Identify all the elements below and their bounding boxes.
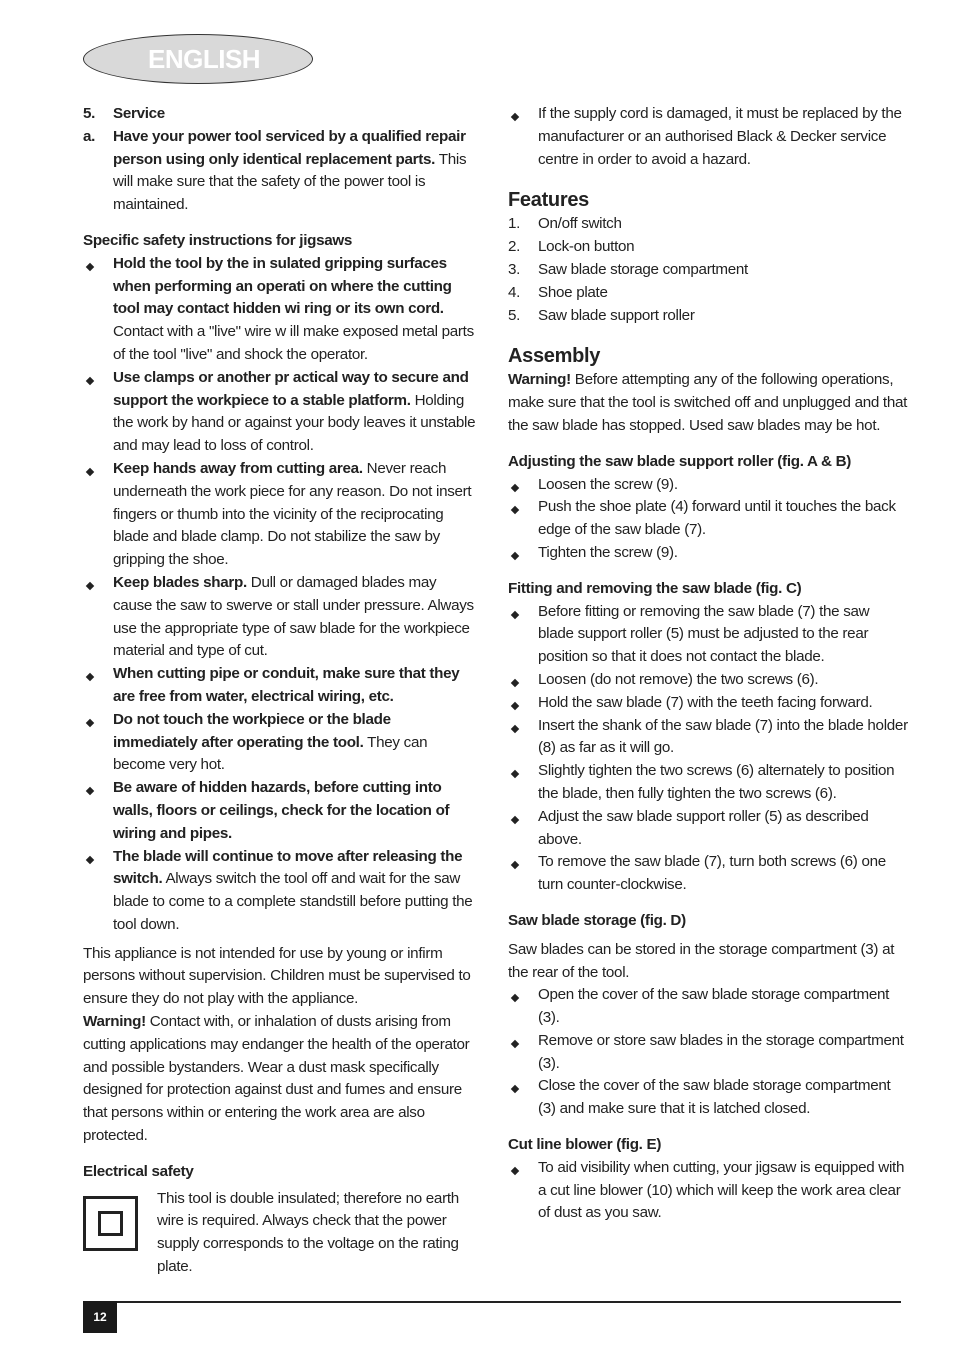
- storage-heading: Saw blade storage (fig. D): [508, 911, 686, 929]
- list-item: Do not touch the workpiece or the blade immediately after operating the tool. They can become very hot.: [83, 709, 478, 777]
- list-item: Keep blades sharp. Dull or damaged blades may cause the saw to swerve or stall under pressure. Always use the appropriate type of saw blade for the workpiece material and type of cut.: [83, 572, 478, 663]
- bullet-icon: [508, 542, 538, 565]
- left-column: [83, 103, 478, 1279]
- blower-heading: Cut line blower (fig. E): [508, 1136, 662, 1154]
- roller-list: [508, 474, 908, 565]
- bullet-icon: [508, 715, 538, 761]
- list-item: To remove the saw blade (7), turn both screws (6) one turn counter-clockwise.: [508, 851, 908, 897]
- bullet-icon: [83, 663, 113, 709]
- appliance-paragraph: This appliance is not intended for use by young or infirm persons without supervision. Children must be supervised to ensure they do not play with the appliance.: [83, 944, 471, 1008]
- bullet-icon: [508, 1075, 538, 1121]
- list-item: Close the cover of the saw blade storage compartment (3) and make sure that it is latched closed.: [508, 1075, 908, 1121]
- storage-list: [508, 984, 908, 1121]
- list-item: Tighten the screw (9).: [508, 542, 908, 565]
- list-item: When cutting pipe or conduit, make sure that they are free from water, electrical wiring, etc.: [83, 663, 478, 709]
- bullet-icon: [508, 984, 538, 1030]
- page-number: 12: [83, 1301, 117, 1333]
- language-label: ENGLISH: [148, 44, 261, 74]
- bullet-icon: [508, 1030, 538, 1076]
- jigsaw-safety-list: [83, 253, 478, 937]
- service-heading: 5. Service: [83, 105, 165, 122]
- fitting-heading: Fitting and removing the saw blade (fig. C): [508, 579, 802, 597]
- bullet-icon: [508, 474, 538, 497]
- bullet-icon: [508, 851, 538, 897]
- bullet-icon: [508, 601, 538, 669]
- assembly-warning: Warning! Before attempting any of the following operations, make sure that the tool is switched off and unplugged and that the saw blade has stopped. Used saw blades may be hot.: [508, 371, 908, 434]
- list-item: Open the cover of the saw blade storage compartment (3).: [508, 984, 908, 1030]
- bullet-icon: [508, 1157, 538, 1225]
- bullet-icon: [83, 253, 113, 367]
- list-item: Slightly tighten the two screws (6) alternately to position the blade, then fully tighten the two screws (6).: [508, 760, 908, 806]
- bullet-icon: [508, 760, 538, 806]
- bullet-icon: [83, 709, 113, 777]
- electrical-safety-heading: Electrical safety: [83, 1162, 194, 1180]
- bullet-icon: [83, 367, 113, 458]
- list-item: Loosen the screw (9).: [508, 474, 908, 497]
- list-item: 3. Saw blade storage compartment: [508, 260, 748, 278]
- jigsaw-safety-heading: Specific safety instructions for jigsaws: [83, 231, 353, 249]
- list-item: Hold the saw blade (7) with the teeth facing forward.: [508, 692, 908, 715]
- list-item: 4. Shoe plate: [508, 283, 608, 301]
- list-item: Before fitting or removing the saw blade (7) the saw blade support roller (5) must be adjusted to the rear position so that it does not contact the blade.: [508, 601, 908, 669]
- list-item: If the supply cord is damaged, it must be replaced by the manufacturer or an authorised Black & Decker service centre in order to avoid a hazard.: [508, 103, 908, 171]
- bullet-icon: [508, 806, 538, 852]
- assembly-heading: Assembly: [508, 345, 601, 368]
- list-item: Remove or store saw blades in the storage compartment (3).: [508, 1030, 908, 1076]
- electrical-safety-block: [83, 1188, 478, 1279]
- bullet-icon: [83, 846, 113, 937]
- dust-warning-paragraph: Warning! Contact with, or inhalation of dusts arising from cutting applications may endanger the health of the operator and possible bystanders. Wear a dust mask specifically designed for protection against dust and fumes and ensure that persons within or entering the work area are also protected.: [83, 1013, 470, 1145]
- list-item: Push the shoe plate (4) forward until it touches the back edge of the saw blade (7).: [508, 496, 908, 542]
- bullet-icon: [508, 496, 538, 542]
- bullet-icon: [83, 572, 113, 663]
- features-list: [508, 213, 908, 327]
- fitting-list: [508, 601, 908, 897]
- list-item: 5. Saw blade support roller: [508, 306, 695, 324]
- double-insulation-icon: [83, 1196, 138, 1251]
- bullet-icon: [508, 103, 538, 171]
- bullet-icon: [508, 669, 538, 692]
- list-item: 2. Lock-on button: [508, 238, 635, 256]
- electrical-safety-text: This tool is double insulated; therefore no earth wire is required. Always check that the power supply corresponds to the voltage on the rating plate.: [157, 1189, 459, 1276]
- roller-heading: Adjusting the saw blade support roller (fig. A & B): [508, 452, 852, 470]
- language-tab: [83, 34, 313, 84]
- list-item: Be aware of hidden hazards, before cutting into walls, floors or ceilings, check for the location of wiring and pipes.: [83, 777, 478, 845]
- list-item: Keep hands away from cutting area. Never reach underneath the work piece for any reason. Do not insert fingers or thumb into the vicinity of the reciprocating blade and blade clamp. Do not stabilize the saw by gripping the shoe.: [83, 458, 478, 572]
- service-item-a: a. Have your power tool serviced by a qualified repair person using only identical replacement parts. This will make sure that the safety of the power tool is maintained.: [83, 127, 467, 214]
- features-heading: Features: [508, 189, 589, 212]
- storage-paragraph: Saw blades can be stored in the storage compartment (3) at the rear of the tool.: [508, 940, 895, 981]
- list-item: The blade will continue to move after releasing the switch. Always switch the tool off and wait for the saw blade to come to a complete standstill before putting the tool down.: [83, 846, 478, 937]
- list-item: Use clamps or another pr actical way to secure and support the workpiece to a stable platform. Holding the work by hand or against your body leaves it unstable and may lead to loss of control.: [83, 367, 478, 458]
- footer-rule: [83, 1301, 901, 1303]
- blower-list: [508, 1157, 908, 1225]
- bullet-icon: [508, 692, 538, 715]
- list-item: Adjust the saw blade support roller (5) as described above.: [508, 806, 908, 852]
- list-item: Insert the shank of the saw blade (7) into the blade holder (8) as far as it will go.: [508, 715, 908, 761]
- list-item: Hold the tool by the in sulated gripping surfaces when performing an operati on where the cutting tool may contact hidden wi ring or its own cord. Contact with a "live" wire w ill make exposed metal parts of the tool "live" and shock the operator.: [83, 253, 478, 367]
- right-column: [508, 103, 908, 1225]
- list-item: 1. On/off switch: [508, 215, 622, 233]
- bullet-icon: [83, 777, 113, 845]
- list-item: To aid visibility when cutting, your jigsaw is equipped with a cut line blower (10) which will keep the work area clear of dust as you saw.: [508, 1157, 908, 1225]
- list-item: Loosen (do not remove) the two screws (6).: [508, 669, 908, 692]
- bullet-icon: [83, 458, 113, 572]
